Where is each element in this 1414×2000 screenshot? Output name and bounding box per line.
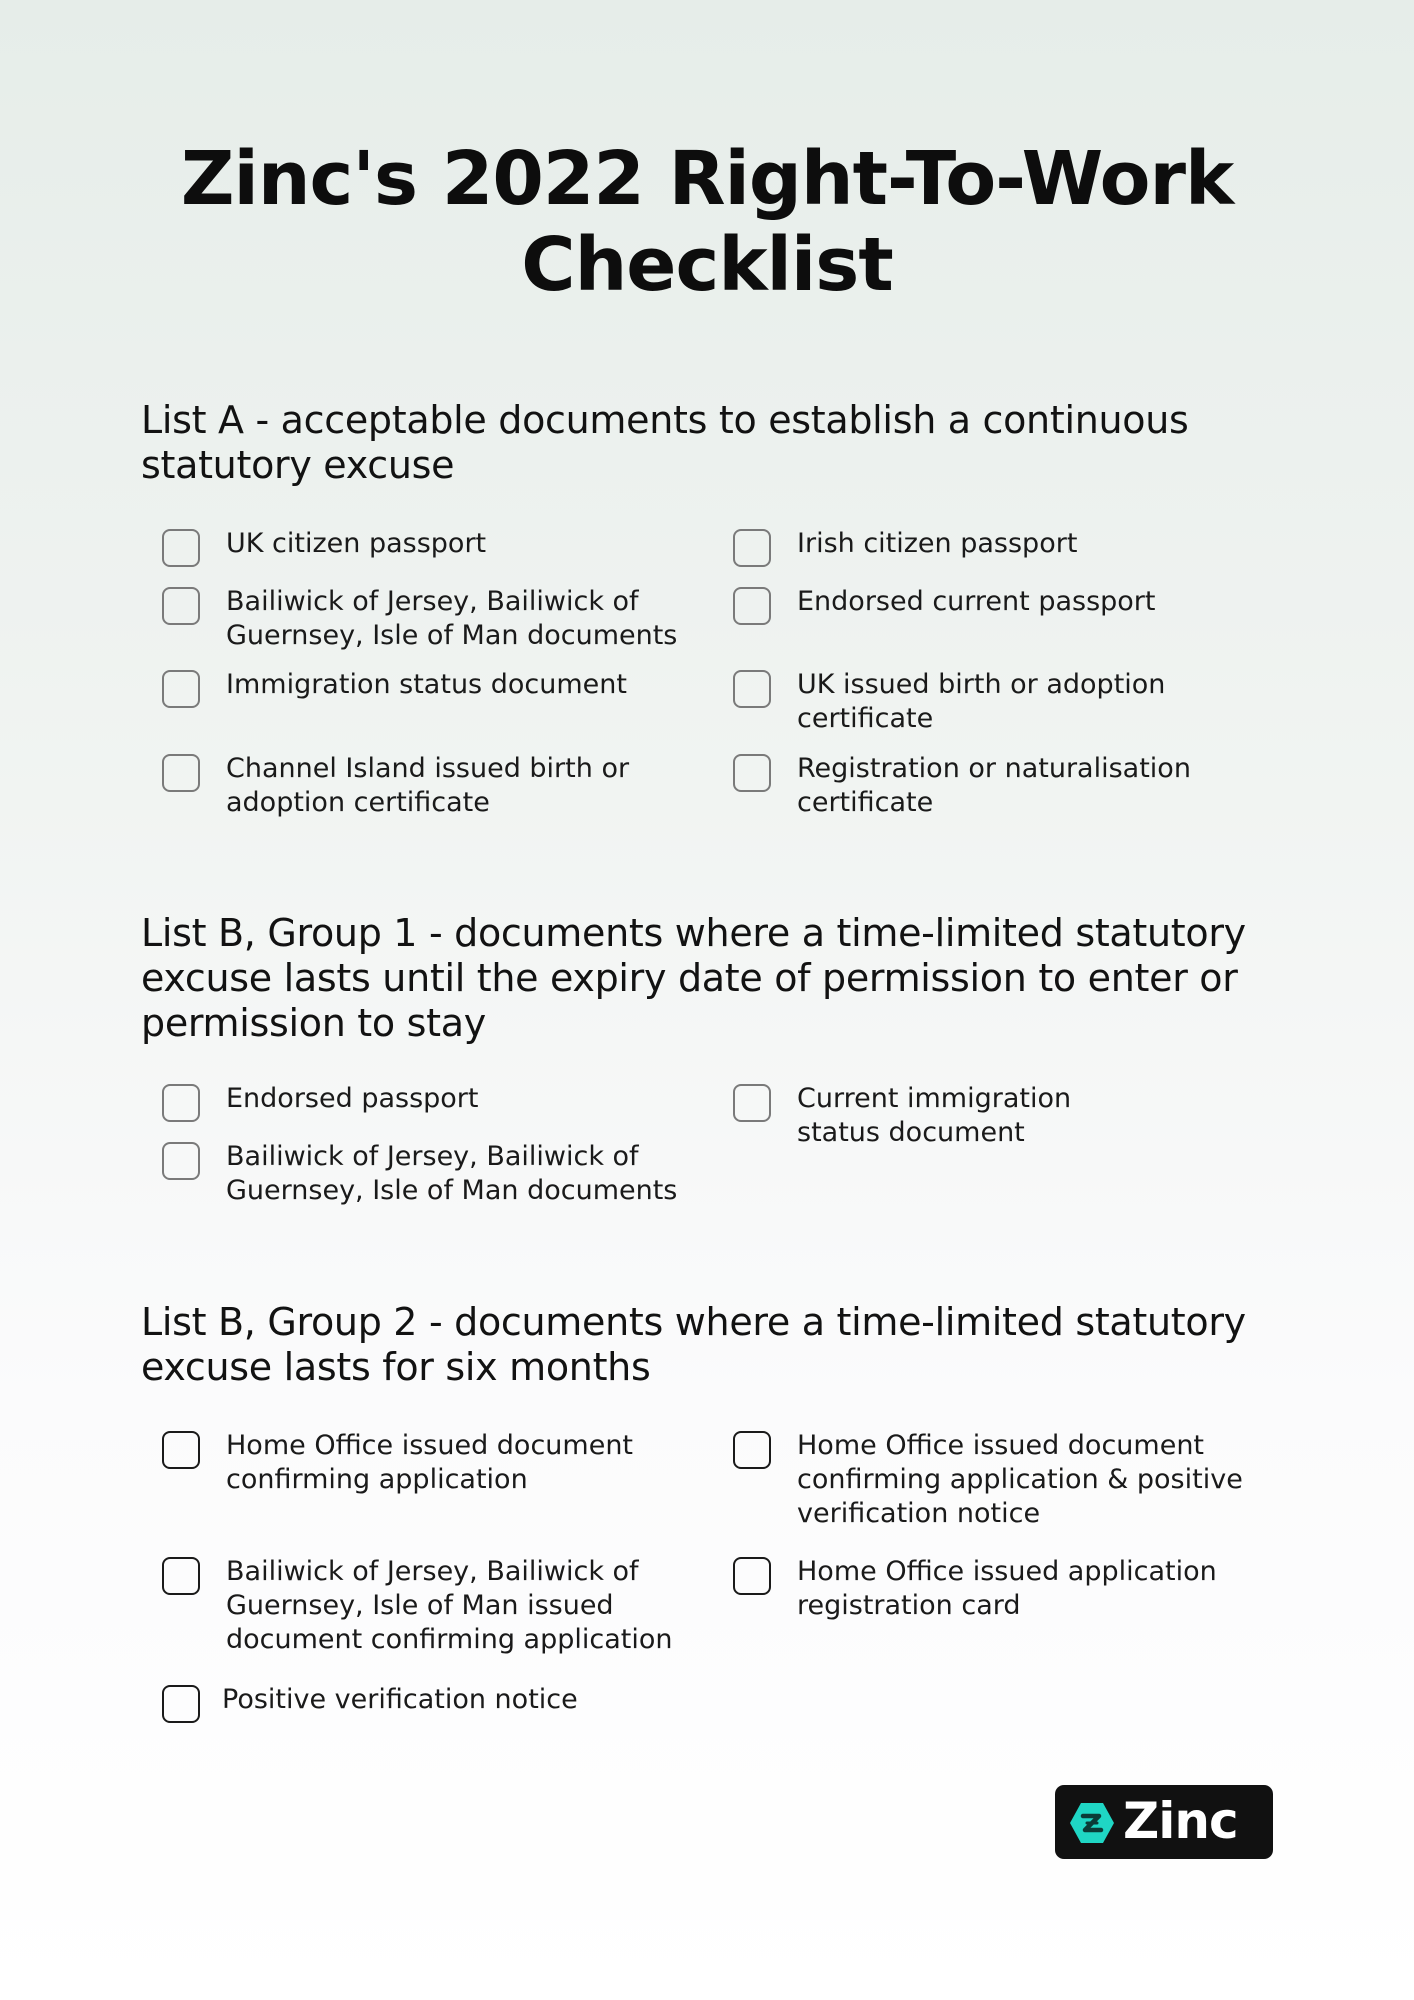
zinc-wordmark: Zinc <box>1123 1792 1238 1850</box>
checkbox[interactable] <box>162 587 200 625</box>
checklist-item-label: UK citizen passport <box>226 528 487 559</box>
checklist-item-label: Home Office issued application registration card <box>797 1556 1217 1621</box>
checkbox[interactable] <box>733 1431 771 1469</box>
checklist-item-label: Bailiwick of Jersey, Bailiwick of Guernsey, Isle of Man issued document confirming application <box>226 1556 673 1655</box>
zinc-logo <box>1055 1785 1273 1859</box>
checkbox[interactable] <box>733 670 771 708</box>
checkbox[interactable] <box>733 529 771 567</box>
checklist-item-label: Bailiwick of Jersey, Bailiwick of Guernsey, Isle of Man documents <box>226 1141 678 1206</box>
checkbox[interactable] <box>733 754 771 792</box>
checklist-item-label: Immigration status document <box>226 669 627 700</box>
section-heading-list-b-group-2: List B, Group 2 - documents where a time-limited statutory excuse lasts for six months <box>141 1300 1246 1389</box>
checkbox[interactable] <box>162 1685 200 1723</box>
section-heading-list-a: List A - acceptable documents to establish a continuous statutory excuse <box>141 398 1189 487</box>
checkbox[interactable] <box>162 1431 200 1469</box>
checklist-item-label: Registration or naturalisation certificate <box>797 753 1191 818</box>
checkbox[interactable] <box>733 1557 771 1595</box>
checkbox[interactable] <box>162 1142 200 1180</box>
checklist-item-label: Endorsed current passport <box>797 586 1156 617</box>
checkbox[interactable] <box>162 1557 200 1595</box>
checklist-item-label: Current immigration status document <box>797 1083 1072 1148</box>
checklist-item-label: Home Office issued document confirming application <box>226 1430 634 1495</box>
checkbox[interactable] <box>162 670 200 708</box>
checkbox[interactable] <box>733 587 771 625</box>
checklist-item-label: Home Office issued document confirming application & positive verification notice <box>797 1430 1243 1529</box>
checkbox[interactable] <box>162 529 200 567</box>
zinc-logo-icon <box>1069 1801 1115 1845</box>
checkbox[interactable] <box>162 1084 200 1122</box>
checklist-item-label: Bailiwick of Jersey, Bailiwick of Guernsey, Isle of Man documents <box>226 586 678 651</box>
page-title: Zinc's 2022 Right-To-Work Checklist <box>180 136 1234 308</box>
checklist-item-label: Positive verification notice <box>222 1684 578 1715</box>
checklist-item-label: UK issued birth or adoption certificate <box>797 669 1166 734</box>
checklist-item-label: Channel Island issued birth or adoption certificate <box>226 753 630 818</box>
section-heading-list-b-group-1: List B, Group 1 - documents where a time-limited statutory excuse lasts until the expiry date of permission to enter or permission to stay <box>141 911 1246 1045</box>
checklist-item-label: Irish citizen passport <box>797 528 1078 559</box>
checklist-item-label: Endorsed passport <box>226 1083 479 1114</box>
checkbox[interactable] <box>162 754 200 792</box>
checkbox[interactable] <box>733 1084 771 1122</box>
